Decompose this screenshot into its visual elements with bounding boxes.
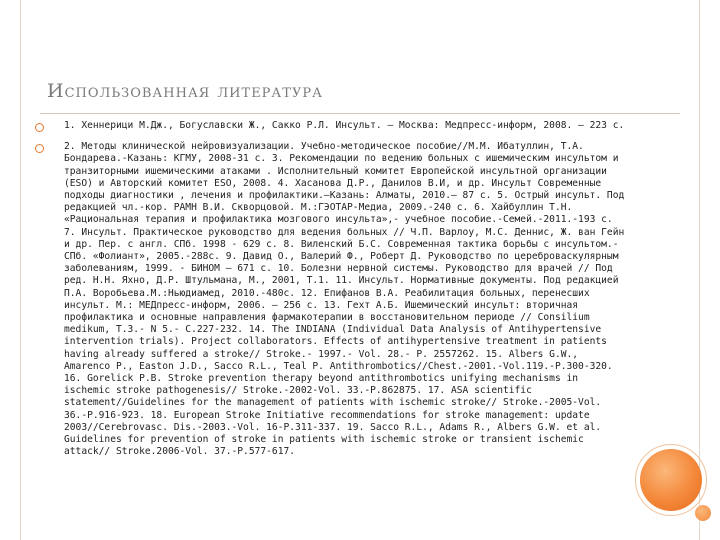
- list-item: [35, 141, 630, 458]
- title-divider: [40, 113, 680, 114]
- bullet-circle-icon: [35, 123, 44, 132]
- reference-text-1: 1. Хеннерици М.Дж., Богуславски Ж., Сакко Р.Л. Инсульт. – Москва: Медпресс-информ, 2008. – 223 с.: [64, 120, 625, 131]
- reference-list: [35, 120, 630, 467]
- decorative-small-circle-icon: [695, 505, 711, 521]
- decorative-orange-circle-icon: [640, 449, 702, 511]
- reference-text-2: 2. Методы клинической нейровизуализации. Учебно-методическое пособие//М.М. Ибатуллин, Т.А. Бондарева.-Казань: КГМУ, 2008-31 с. 3. Рекомендации по ведению больных с ишемическим инсультом и транзиторными ишемическими атаками . Исполнительный комитет Европейской инсультной организации (ESO) и Авторский комитет ESO, 2008. 4. Хасанова Д.Р., Данилов В.И, и др. Инсульт Современные подходы диагностики , лечения и профилактики.–Казань: Алматы, 2010.– 87 с. 5. Острый инсульт. Под редакцией чл.-кор. РАМН В.И. Скворцовой. М.:ГЭОТАР-Медиа, 2009.-240 с. 6. Хайбуллин Т.Н. «Рациональная терапия и профилактика мозгового инсульта»,- учебное пособие.-Семей.-2011.-193 с. 7. Инсульт. Практическое руководство для ведения больных // Ч.П. Варлоу, М.С. Деннис, Ж. ван Гейн и др. Пер. с англ. СПб. 1998 - 629 с. 8. Виленский Б.С. Современная тактика борьбы с инсультом.-СПб. «Фолиант», 2005.-288с. 9. Давид О., Валерий Ф., Роберт Д. Руководство по цереброваскулярным заболеваниям, 1999. - БИНОМ – 671 с. 10. Болезни нервной системы. Руководство для врачей // Под ред. Н.Н. Яхно, Д.Р. Штульмана, М., 2001, Т.1. 11. Инсульт. Нормативные документы. Под редакцией П.А. Воробьева.М.:Ньюдиамед, 2010.-480с. 12. Епифанов В.А. Реабилитация больных, перенесших инсульт. М.: МЕДпресс-информ, 2006. – 256 с. 13. Гехт А.Б. Ишемический инсульт: вторичная профилактика и основные направления фармакотерапии в восстановительном периоде // Consilium medikum, Т.3.- N 5.- С.227-232. 14. The INDIANA (Individual Data Analysis of Antihypertensive intervention trials). Project collaborators. Effects of antihypertensive treatment in patients having already suffered a stroke// Stroke.- 1997.- Vol. 28.- P. 2557262. 15. Albers G.W., Amarenco P., Easton J.D., Sacco R.L., Teal P. Antithrombotics//Chest.-2001.-Vol.119.-P.300-320. 16. Gorelick P.B. Stroke prevention therapy beyond antithrombotics unifying mechanisms in ischemic stroke pathogenesis// Stroke.-2002-Vol. 33.-P.862875. 17. ASA scientific statement//Guidelines for the management of patients with ischemic stroke// Stroke.-2005-Vol. 36.-P.916-923. 18. European Stroke Initiative recommendations for stroke management: update 2003//Cerebrovasc. Dis.-2003.-Vol. 16-P.311-337. 19. Sacco R.L., Adams R., Albers G.W. et al. Guidelines for prevention of stroke in patients with ischemic stroke or transient ischemic attack// Stroke.2006-Vol. 37.-P.577-617.: [64, 141, 625, 458]
- frame-line-left: [20, 0, 21, 540]
- list-item: [35, 120, 630, 132]
- slide-title: Использованная литература: [47, 80, 323, 102]
- bullet-circle-icon: [35, 144, 44, 153]
